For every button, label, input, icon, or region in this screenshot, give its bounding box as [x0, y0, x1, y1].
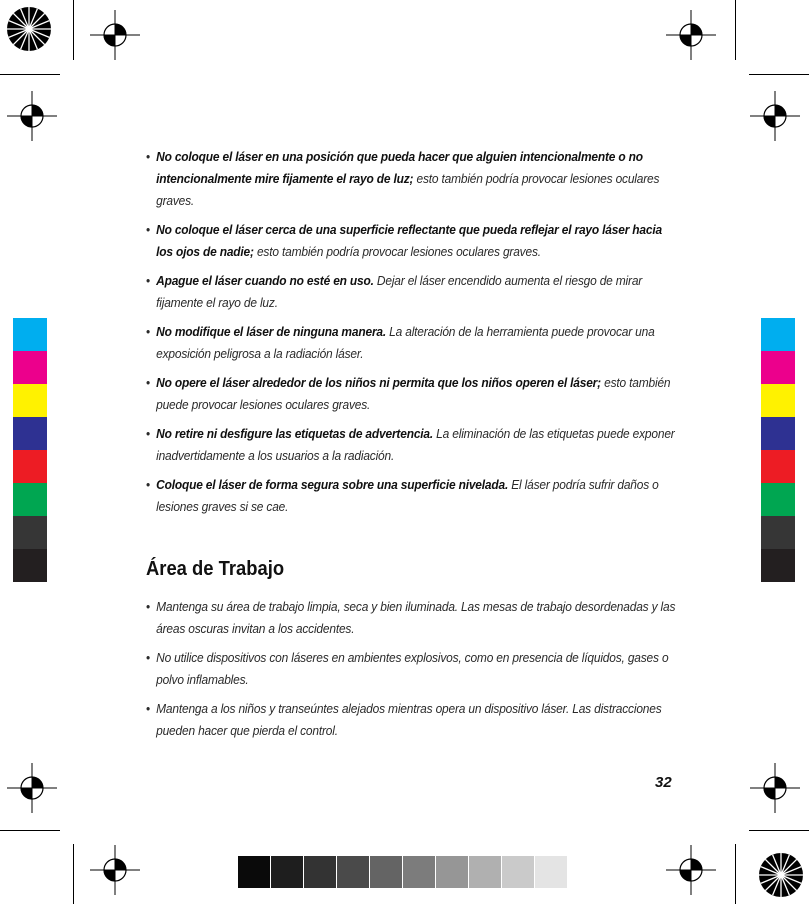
registration-mark-icon: [666, 845, 716, 895]
warning-bold: Coloque el láser de forma segura sobre una superficie nivelada.: [156, 477, 509, 492]
warning-text: El láser podría sufrir daños o lesiones graves si se cae.: [156, 477, 659, 514]
grayscale-bar: [238, 856, 568, 888]
color-swatch: [13, 351, 47, 384]
gray-swatch: [535, 856, 567, 888]
color-swatch: [13, 549, 47, 582]
registration-mark-icon: [750, 91, 800, 141]
warning-bullet: [146, 146, 681, 212]
starburst-target-icon: [4, 4, 54, 54]
color-swatch: [13, 516, 47, 549]
color-swatch: [13, 384, 47, 417]
section-heading: Área de Trabajo: [146, 558, 285, 580]
trim-mark: [0, 830, 60, 831]
warning-bold: No retire ni desfigure las etiquetas de advertencia.: [156, 426, 434, 441]
page-content: [146, 146, 674, 749]
warning-bullet: [146, 474, 681, 518]
color-swatch: [761, 450, 795, 483]
work-area-bullet: • Mantenga su área de trabajo limpia, seca y bien iluminada. Las mesas de trabajo desordenadas y las áreas oscuras invitan a los accidentes.: [146, 596, 681, 640]
gray-swatch: [337, 856, 369, 888]
registration-mark-icon: [750, 763, 800, 813]
registration-mark-icon: [90, 10, 140, 60]
trim-mark: [0, 74, 60, 75]
warning-bullet: [146, 321, 681, 365]
warning-bold: No coloque el láser cerca de una superficie reflectante que pueda reflejar el rayo láser hacia los ojos de nadie;: [156, 222, 662, 259]
warning-bold: No coloque el láser en una posición que pueda hacer que alguien intencionalmente o no intencionalmente mire fijamente el rayo de luz;: [156, 149, 643, 186]
warning-bullet: [146, 219, 681, 263]
gray-swatch: [469, 856, 501, 888]
registration-mark-icon: [7, 763, 57, 813]
trim-mark: [749, 830, 809, 831]
trim-mark: [735, 844, 736, 904]
color-swatch: [13, 450, 47, 483]
warning-text: esto también puede provocar lesiones oculares graves.: [156, 375, 671, 412]
color-swatch: [761, 483, 795, 516]
color-swatch: [761, 351, 795, 384]
trim-mark: [73, 844, 74, 904]
color-bar-right: [761, 318, 795, 582]
warning-bold: No modifique el láser de ninguna manera.: [156, 324, 387, 339]
color-swatch: [761, 516, 795, 549]
color-swatch: [761, 318, 795, 351]
gray-swatch: [502, 856, 534, 888]
color-swatch: [761, 549, 795, 582]
work-area-bullet: • Mantenga a los niños y transeúntes alejados mientras opera un dispositivo láser. Las distracciones pueden hacer que pierda el control.: [146, 698, 681, 742]
color-swatch: [13, 417, 47, 450]
registration-mark-icon: [90, 845, 140, 895]
registration-mark-icon: [7, 91, 57, 141]
warning-text: La eliminación de las etiquetas puede exponer inadvertidamente a los usuarios a la radiación.: [156, 426, 675, 463]
gray-swatch: [403, 856, 435, 888]
warning-text: esto también podría provocar lesiones oculares graves.: [156, 171, 660, 208]
color-swatch: [761, 384, 795, 417]
trim-mark: [73, 0, 74, 60]
trim-mark: [735, 0, 736, 60]
work-area-bullet: • No utilice dispositivos con láseres en ambientes explosivos, como en presencia de líquidos, gases o polvo inflamables.: [146, 647, 681, 691]
warning-bullet: [146, 270, 681, 314]
warning-bullet: [146, 372, 681, 416]
gray-swatch: [238, 856, 270, 888]
gray-swatch: [304, 856, 336, 888]
color-swatch: [761, 417, 795, 450]
warning-bold: Apague el láser cuando no esté en uso.: [156, 273, 374, 288]
gray-swatch: [370, 856, 402, 888]
registration-mark-icon: [666, 10, 716, 60]
starburst-target-icon: [756, 850, 806, 900]
warning-bullet: [146, 423, 681, 467]
color-swatch: [13, 318, 47, 351]
gray-swatch: [271, 856, 303, 888]
warning-text: Dejar el láser encendido aumenta el riesgo de mirar fijamente el rayo de luz.: [156, 273, 643, 310]
page-number: 32: [655, 774, 672, 791]
color-bar-left: [13, 318, 47, 582]
gray-swatch: [436, 856, 468, 888]
warning-text: esto también podría provocar lesiones oculares graves.: [253, 244, 541, 259]
trim-mark: [749, 74, 809, 75]
warning-bold: No opere el láser alrededor de los niños ni permita que los niños operen el láser;: [156, 375, 601, 390]
color-swatch: [13, 483, 47, 516]
warning-text: La alteración de la herramienta puede provocar una exposición peligrosa a la radiación láser.: [156, 324, 655, 361]
